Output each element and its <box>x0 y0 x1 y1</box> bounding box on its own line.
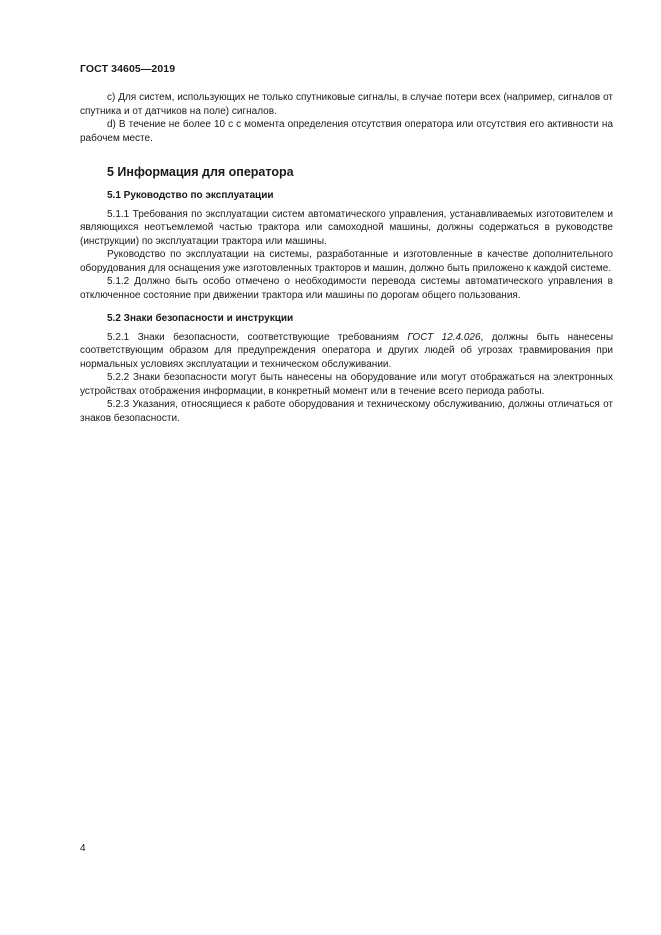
page-number: 4 <box>80 843 86 854</box>
paragraph-5-1-1: 5.1.1 Требования по эксплуатации систем автоматического управления, устанавливаемых изготовителем и являющихся неотъемлемой частью трактора или самоходной машины, должны содержаться в руководстве (инструкции) по эксплуатации трактора или машины. <box>80 208 613 247</box>
section-5-2-heading: 5.2 Знаки безопасности и инструкции <box>107 313 294 324</box>
standard-reference: ГОСТ 12.4.026 <box>407 331 481 343</box>
paragraph-5-1-2: 5.1.2 Должно быть особо отмечено о необходимости перевода системы автоматического управления в отключенное состояние при движении трактора или машины по дорогам общего пользования. <box>80 276 613 301</box>
paragraph-5-2-1-start: 5.2.1 Знаки безопасности, соответствующие требованиям <box>107 331 408 343</box>
document-code: ГОСТ 34605—2019 <box>80 63 176 75</box>
document-body <box>80 91 613 425</box>
paragraph-5-2-1 <box>80 331 613 372</box>
paragraph-5-1-1-cont: Руководство по эксплуатации на системы, разработанные и изготовленные в качестве дополнительного оборудования для оснащения уже изготовленных тракторов и машин, должно быть приложено к каждой системе. <box>80 249 613 274</box>
paragraph-5-2-1-end: , должны быть нанесены соответствующим образом для предупреждения оператора и других людей об угрозах травмирования при нормальных условиях эксплуатации и техническом обслуживании. <box>80 331 614 370</box>
section-5-1-heading: 5.1 Руководство по эксплуатации <box>107 190 274 201</box>
paragraph-5-2-2: 5.2.2 Знаки безопасности могут быть нанесены на оборудование или могут отображаться на электронных устройствах отображения информации, в конкретный момент или в течение всего периода работы. <box>80 372 613 397</box>
section-5-heading: 5 Информация для оператора <box>107 165 294 179</box>
paragraph-d: d) В течение не более 10 с с момента определения отсутствия оператора или отсутствия его активности на рабочем месте. <box>80 119 613 144</box>
paragraph-c: c) Для систем, использующих не только спутниковые сигналы, в случае потери всех (например, сигналов от спутника и от датчиков на поле) сигналов. <box>80 92 613 117</box>
paragraph-5-2-3: 5.2.3 Указания, относящиеся к работе оборудования и техническому обслуживанию, должны отличаться от знаков безопасности. <box>80 399 613 424</box>
